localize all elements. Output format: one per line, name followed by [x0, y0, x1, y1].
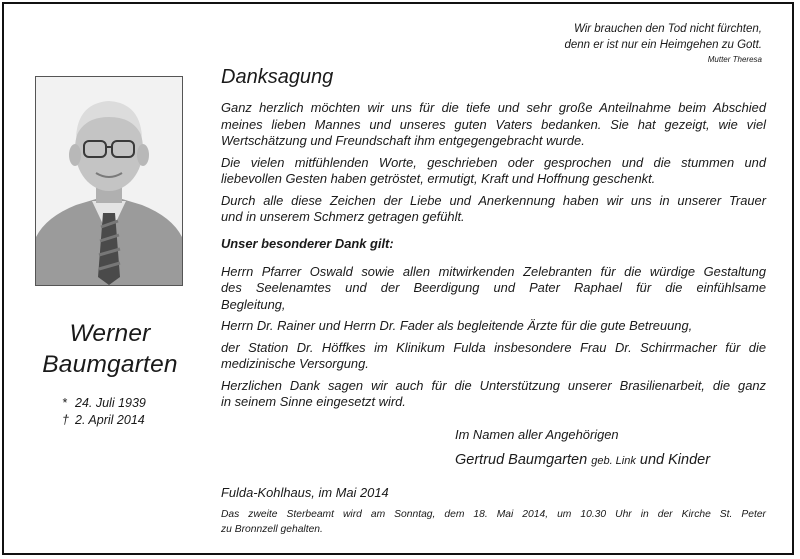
paragraph-3 — [221, 193, 766, 226]
signature-rest: und Kinder — [639, 452, 711, 468]
text-line: und in unserem Schmerz getragen gefühlt. — [221, 209, 465, 224]
birth-date-row — [62, 395, 146, 412]
birth-date: 24. Juli 1939 — [75, 396, 146, 410]
text-line: Herrn Pfarrer Oswald sowie allen mitwirkenden Zelebranten für die würdige Gestaltung — [221, 263, 766, 279]
death-date: 2. April 2014 — [75, 413, 145, 427]
text-line: Durch alle diese Zeichen der Liebe und Anerkennung haben wir uns in unserer Trauer — [221, 192, 766, 208]
text-line: Ganz herzlich möchten wir uns für die tiefe und sehr große Anteilnahme beim Abschied — [221, 100, 766, 115]
text-line: in seinem Sinne eingesetzt wird. — [221, 394, 406, 409]
text-line: der Station Dr. Höffkes im Klinikum Fulda insbesondere Frau Dr. Schirrmacher für die — [221, 339, 766, 355]
paragraph-1 — [221, 100, 766, 150]
place-date: Fulda-Kohlhaus, im Mai 2014 — [221, 485, 389, 500]
footnote-line: Das zweite Sterbeamt wird am Sonntag, dem 18. Mai 2014, um 10.30 Uhr in der Kirche St. Peter — [221, 509, 766, 520]
death-date-row — [62, 412, 146, 429]
motto-line-2: denn er ist nur ein Heimgehen zu Gott. — [564, 39, 762, 51]
signature-name: Gertrud Baumgarten — [455, 452, 588, 468]
deceased-name — [24, 318, 196, 380]
portrait-photo — [35, 76, 183, 286]
text-line: des Seelenamtes und der Beerdigung und Pater Raphael für die einfühlsame — [221, 280, 766, 295]
thanks-text — [221, 64, 766, 416]
thanks-item-1 — [221, 264, 766, 314]
text-line: Wertschätzung und Freundschaft ihm entgegengebracht wurde. — [221, 133, 585, 148]
text-line: Herzlichen Dank sagen wir auch für die Unterstützung unserer Brasilienarbeit, die ganz — [221, 377, 766, 393]
text-line: medizinische Versorgung. — [221, 356, 369, 371]
first-name: Werner — [69, 320, 151, 347]
thanks-heading: Unser besonderer Dank gilt: — [221, 235, 394, 251]
thanks-item-2 — [221, 318, 766, 335]
death-cross-icon: † — [62, 413, 69, 427]
last-name: Baumgarten — [42, 351, 178, 378]
signature-maiden-name: geb. Link — [591, 455, 636, 467]
closing-line: Im Namen aller Angehörigen — [455, 427, 619, 442]
life-dates — [62, 395, 146, 429]
footnote-line: zu Bronnzell gehalten. — [221, 523, 323, 535]
thanks-item-3 — [221, 340, 766, 373]
text-line: Die vielen mitfühlenden Worte, geschrieben oder gesprochen und die stummen und — [221, 154, 766, 170]
footnote — [221, 508, 766, 537]
paragraph-2 — [221, 155, 766, 188]
thanks-item-4 — [221, 378, 766, 411]
text-line: liebevollen Gesten haben getröstet, ermutigt, Kraft und Hoffnung geschenkt. — [221, 171, 656, 186]
text-line: Begleitung, — [221, 296, 286, 312]
signature — [455, 452, 710, 468]
text-line: meines lieben Mannes und unseres guten Vaters bedanken. Sie hat gezeigt, wie viel — [221, 116, 766, 132]
text-line: Herrn Dr. Rainer und Herrn Dr. Fader als begleitende Ärzte für die gute Betreuung, — [221, 318, 693, 333]
birth-star-icon: * — [62, 396, 67, 410]
motto-author: Mutter Theresa — [707, 55, 762, 64]
motto-quote — [564, 21, 762, 67]
notice-title: Danksagung — [221, 66, 334, 88]
motto-line-1: Wir brauchen den Tod nicht fürchten, — [573, 23, 762, 35]
